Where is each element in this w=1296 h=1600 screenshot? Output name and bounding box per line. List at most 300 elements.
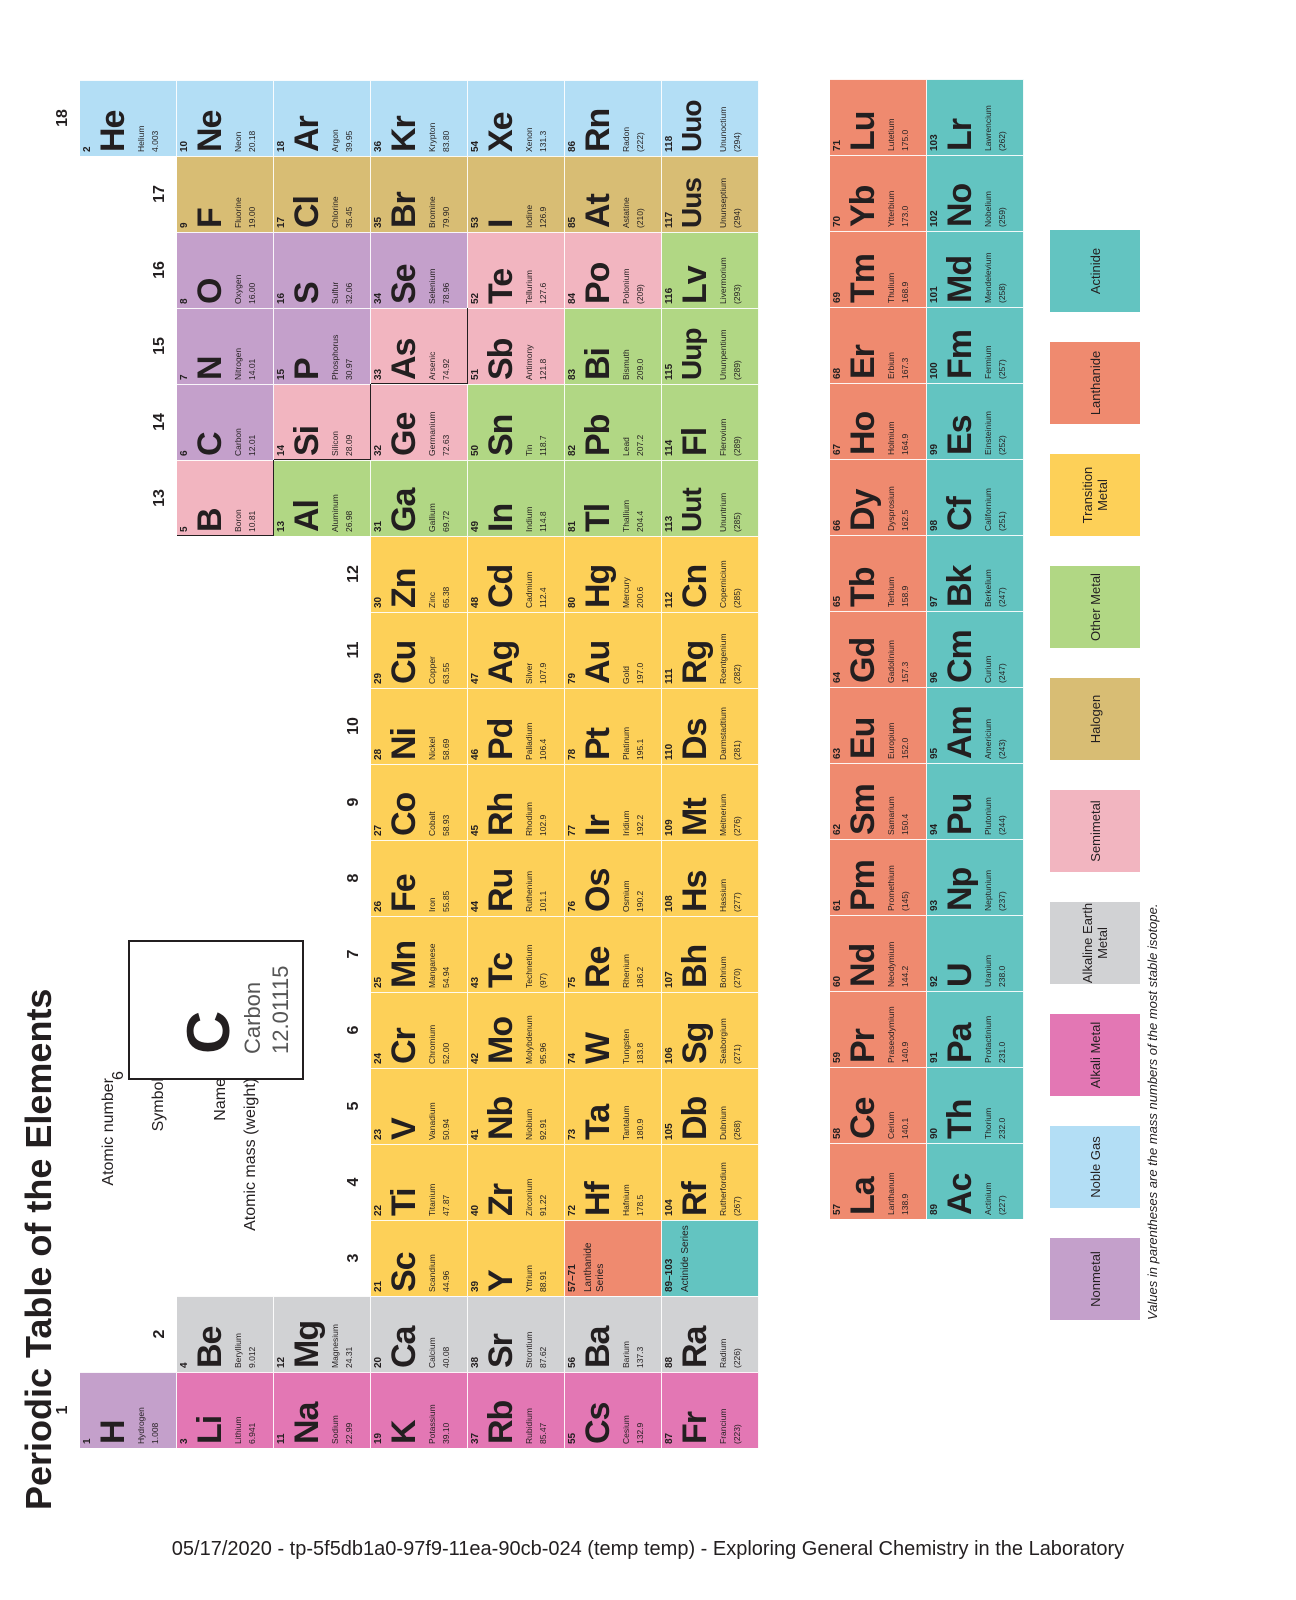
atomic-number: 41 — [470, 1128, 481, 1140]
metal-nonmetal-border — [177, 460, 274, 536]
element-cell-np[interactable] — [927, 839, 1024, 915]
element-name: Mercury — [621, 577, 631, 608]
element-cell-er[interactable] — [830, 307, 927, 383]
element-cell-md[interactable] — [927, 231, 1024, 307]
atomic-number: 8 — [179, 298, 190, 304]
atomic-mass: (226) — [732, 1348, 742, 1368]
atomic-number: 3 — [179, 1438, 190, 1444]
element-name: Beryllium — [233, 1333, 243, 1368]
element-cell-al[interactable] — [274, 460, 371, 536]
element-cell-li[interactable] — [177, 1372, 274, 1448]
atomic-mass: (285) — [732, 512, 742, 532]
element-cell-zn[interactable] — [371, 536, 468, 612]
element-symbol: Dy — [844, 489, 882, 531]
element-symbol: Cr — [385, 1028, 423, 1064]
atomic-mass: 87.62 — [538, 1346, 548, 1368]
element-cell-pr[interactable] — [830, 991, 927, 1067]
atomic-mass: 231.0 — [997, 1041, 1007, 1063]
atomic-mass: 91.22 — [538, 1194, 548, 1216]
element-cell-uuo[interactable] — [662, 80, 759, 156]
element-cell-be[interactable] — [177, 1296, 274, 1372]
atomic-number: 24 — [373, 1052, 384, 1064]
element-cell-n[interactable] — [177, 308, 274, 384]
element-cell-y[interactable] — [468, 1220, 565, 1296]
element-cell-yb[interactable] — [830, 155, 927, 231]
element-cell-db[interactable] — [662, 1068, 759, 1144]
element-symbol: Er — [844, 345, 882, 379]
element-symbol: K — [385, 1420, 423, 1444]
element-name: Gold — [621, 666, 631, 684]
element-name: Lithium — [233, 1416, 243, 1444]
element-cell-sg[interactable] — [662, 992, 759, 1068]
atomic-number: 68 — [832, 367, 843, 379]
legend-noble — [1050, 1126, 1140, 1208]
atomic-number: 102 — [929, 210, 940, 227]
atomic-mass: 1.008 — [150, 1422, 160, 1444]
element-symbol: Re — [579, 946, 617, 988]
element-cell-rb[interactable] — [468, 1372, 565, 1448]
element-cell-bi[interactable] — [565, 308, 662, 384]
element-name: Arsenic — [427, 351, 437, 380]
element-name: Protactinium — [983, 1015, 993, 1063]
element-cell-no[interactable] — [927, 155, 1024, 231]
element-symbol: Mt — [676, 798, 714, 836]
key-label-symbol: Symbol — [150, 1078, 167, 1132]
atomic-mass: 150.4 — [900, 813, 910, 835]
element-cell-v[interactable] — [371, 1068, 468, 1144]
element-symbol: Ar — [288, 116, 326, 152]
element-cell-h[interactable] — [80, 1372, 177, 1448]
element-cell-lr[interactable] — [927, 79, 1024, 155]
element-cell-po[interactable] — [565, 232, 662, 308]
element-name: Neodymium — [886, 941, 896, 987]
element-cell-tl[interactable] — [565, 460, 662, 536]
element-name: Promethium — [886, 865, 896, 911]
element-symbol: P — [288, 358, 326, 380]
group-number: 18 — [54, 109, 71, 127]
atomic-mass: 92.91 — [538, 1118, 548, 1140]
atomic-mass: (223) — [732, 1424, 742, 1444]
atomic-mass: 6.941 — [247, 1422, 257, 1444]
group-number: 9 — [345, 797, 362, 807]
element-cell-in[interactable] — [468, 460, 565, 536]
atomic-mass: (227) — [997, 1195, 1007, 1215]
element-cell-se[interactable] — [371, 232, 468, 308]
element-symbol: Pm — [844, 860, 882, 911]
element-cell-pm[interactable] — [830, 839, 927, 915]
atomic-number: 28 — [373, 748, 384, 760]
atomic-mass: 58.69 — [441, 738, 451, 760]
atomic-number: 113 — [664, 515, 675, 532]
atomic-mass: 186.2 — [635, 966, 645, 988]
element-cell-c[interactable] — [177, 384, 274, 460]
atomic-mass: 175.0 — [900, 129, 910, 151]
element-cell-cm[interactable] — [927, 611, 1024, 687]
atomic-mass: 106.4 — [538, 738, 548, 760]
element-name: Seaborgium — [718, 1018, 728, 1064]
element-name: Uranium — [983, 954, 993, 987]
atomic-number: 54 — [470, 140, 481, 152]
element-cell-ta[interactable] — [565, 1068, 662, 1144]
element-symbol: Np — [941, 867, 979, 911]
element-cell-sc[interactable] — [371, 1220, 468, 1296]
atomic-number: 22 — [373, 1204, 384, 1216]
element-name: Palladium — [524, 722, 534, 760]
element-name: Silicon — [330, 430, 340, 456]
atomic-number: 53 — [470, 216, 481, 228]
element-name: Thulium — [886, 272, 896, 303]
element-name: Ununtrium — [718, 492, 728, 532]
element-cell-at[interactable] — [565, 156, 662, 232]
atomic-mass: (210) — [635, 208, 645, 228]
element-cell-cs[interactable] — [565, 1372, 662, 1448]
atomic-mass: 39.95 — [344, 130, 354, 152]
element-cell-i[interactable] — [468, 156, 565, 232]
key-symbol-value: C — [175, 1010, 242, 1054]
atomic-number: 95 — [929, 747, 940, 759]
element-name: Tungsten — [621, 1028, 631, 1064]
element-symbol: B — [191, 508, 229, 532]
element-symbol: Ra — [676, 1326, 714, 1368]
element-name: Chlorine — [330, 196, 340, 228]
atomic-mass: 238.0 — [997, 965, 1007, 987]
element-name: Bromine — [427, 196, 437, 228]
element-cell-he[interactable] — [80, 80, 177, 156]
series-cell[interactable] — [565, 1220, 662, 1296]
atomic-number: 100 — [929, 362, 940, 379]
element-symbol: Fl — [676, 427, 714, 456]
atomic-number: 16 — [276, 292, 287, 304]
atomic-mass: 24.31 — [344, 1346, 354, 1368]
element-symbol: Si — [288, 425, 326, 456]
element-cell-fr[interactable] — [662, 1372, 759, 1448]
element-name: Californium — [983, 488, 993, 531]
element-cell-na[interactable] — [274, 1372, 371, 1448]
atomic-mass: 63.55 — [441, 662, 451, 684]
element-cell-cn[interactable] — [662, 536, 759, 612]
element-cell-mt[interactable] — [662, 764, 759, 840]
atomic-number: 110 — [664, 743, 675, 760]
atomic-number: 61 — [832, 899, 843, 911]
group-number: 17 — [151, 185, 168, 203]
atomic-mass: (289) — [732, 360, 742, 380]
element-cell-cf[interactable] — [927, 459, 1024, 535]
element-cell-cd[interactable] — [468, 536, 565, 612]
element-cell-ni[interactable] — [371, 688, 468, 764]
element-cell-la[interactable] — [830, 1143, 927, 1219]
atomic-number: 25 — [373, 976, 384, 988]
atomic-number: 42 — [470, 1052, 481, 1064]
atomic-mass: 4.003 — [150, 130, 160, 152]
atomic-number: 97 — [929, 595, 940, 607]
element-cell-mo[interactable] — [468, 992, 565, 1068]
atomic-mass: (97) — [538, 972, 548, 988]
element-cell-os[interactable] — [565, 840, 662, 916]
element-name: Yttrium — [524, 1265, 534, 1292]
element-cell-gd[interactable] — [830, 611, 927, 687]
element-cell-ti[interactable] — [371, 1144, 468, 1220]
element-name: Gallium — [427, 503, 437, 532]
key-name-value: Carbon — [240, 981, 265, 1054]
element-name: Ununpentium — [718, 329, 728, 380]
element-name: Ruthenium — [524, 870, 534, 912]
element-symbol: No — [941, 183, 979, 227]
element-cell-ba[interactable] — [565, 1296, 662, 1372]
atomic-number: 2 — [82, 146, 93, 152]
element-cell-co[interactable] — [371, 764, 468, 840]
element-cell-s[interactable] — [274, 232, 371, 308]
atomic-mass: 54.94 — [441, 966, 451, 988]
atomic-number: 35 — [373, 216, 384, 228]
element-symbol: Uuo — [676, 100, 707, 152]
atomic-number: 106 — [664, 1047, 675, 1064]
atomic-number: 27 — [373, 824, 384, 836]
atomic-mass: 152.0 — [900, 737, 910, 759]
atomic-mass: (262) — [997, 131, 1007, 151]
atomic-number: 98 — [929, 519, 940, 531]
atomic-mass: 9.012 — [247, 1346, 257, 1368]
element-cell-u[interactable] — [927, 915, 1024, 991]
atomic-number: 43 — [470, 976, 481, 988]
element-cell-ne[interactable] — [177, 80, 274, 156]
element-name: Barium — [621, 1341, 631, 1368]
element-cell-tc[interactable] — [468, 916, 565, 992]
element-symbol: Ir — [579, 815, 617, 836]
element-cell-tb[interactable] — [830, 535, 927, 611]
element-name: Neon — [233, 131, 243, 152]
metal-nonmetal-border — [371, 308, 468, 384]
element-cell-ru[interactable] — [468, 840, 565, 916]
element-cell-re[interactable] — [565, 916, 662, 992]
element-name: Magnesium — [330, 1324, 340, 1368]
element-name: Polonium — [621, 268, 631, 304]
element-symbol: Rn — [579, 108, 617, 152]
group-number: 13 — [151, 489, 168, 507]
element-name: Fluorine — [233, 197, 243, 228]
element-cell-tm[interactable] — [830, 231, 927, 307]
element-cell-nb[interactable] — [468, 1068, 565, 1144]
element-cell-ds[interactable] — [662, 688, 759, 764]
element-name: Neptunium — [983, 869, 993, 911]
element-cell-uus[interactable] — [662, 156, 759, 232]
element-name: Chromium — [427, 1024, 437, 1064]
element-symbol: Br — [385, 192, 423, 228]
element-symbol: S — [288, 282, 326, 304]
element-cell-f[interactable] — [177, 156, 274, 232]
element-cell-fl[interactable] — [662, 384, 759, 460]
element-cell-au[interactable] — [565, 612, 662, 688]
atomic-number: 44 — [470, 900, 481, 912]
element-symbol: Sc — [385, 1252, 423, 1292]
atomic-mass: 58.93 — [441, 814, 451, 836]
element-name: Samarium — [886, 796, 896, 835]
atomic-mass: 140.9 — [900, 1041, 910, 1063]
element-cell-sr[interactable] — [468, 1296, 565, 1372]
atomic-number: 38 — [470, 1356, 481, 1368]
element-name: Rubidium — [524, 1408, 534, 1444]
element-symbol: At — [579, 194, 617, 228]
element-cell-ga[interactable] — [371, 460, 468, 536]
element-cell-cl[interactable] — [274, 156, 371, 232]
element-cell-ca[interactable] — [371, 1296, 468, 1372]
element-symbol: F — [191, 208, 229, 228]
atomic-mass: 65.38 — [441, 586, 451, 608]
element-cell-pt[interactable] — [565, 688, 662, 764]
atomic-number: 94 — [929, 823, 940, 835]
atomic-mass: 16.00 — [247, 282, 257, 304]
element-symbol: Po — [579, 262, 617, 304]
element-cell-mg[interactable] — [274, 1296, 371, 1372]
element-cell-rg[interactable] — [662, 612, 759, 688]
element-cell-hg[interactable] — [565, 536, 662, 612]
element-symbol: Cu — [385, 640, 423, 684]
element-cell-es[interactable] — [927, 383, 1024, 459]
atomic-mass: 72.63 — [441, 434, 451, 456]
element-cell-pu[interactable] — [927, 763, 1024, 839]
element-cell-pb[interactable] — [565, 384, 662, 460]
atomic-number: 75 — [567, 976, 578, 988]
legend-halogen — [1050, 678, 1140, 760]
key-box — [128, 940, 304, 1080]
element-symbol: Tb — [844, 567, 882, 607]
element-cell-w[interactable] — [565, 992, 662, 1068]
atomic-mass: 52.00 — [441, 1042, 451, 1064]
atomic-mass: 28.09 — [344, 434, 354, 456]
group-number: 10 — [345, 717, 362, 735]
element-cell-ir[interactable] — [565, 764, 662, 840]
atomic-number: 112 — [664, 591, 675, 608]
element-name: Ununseptium — [718, 177, 728, 228]
element-name: Platinum — [621, 726, 631, 760]
legend-label: Nonmetal — [1087, 1251, 1103, 1307]
element-cell-rn[interactable] — [565, 80, 662, 156]
element-cell-ac[interactable] — [927, 1143, 1024, 1219]
element-cell-bh[interactable] — [662, 916, 759, 992]
element-cell-ar[interactable] — [274, 80, 371, 156]
element-symbol: Y — [482, 1270, 520, 1292]
atomic-mass: 20.18 — [247, 130, 257, 152]
atomic-number: 116 — [664, 287, 675, 304]
atomic-number: 37 — [470, 1432, 481, 1444]
element-symbol: C — [191, 432, 229, 456]
element-cell-sm[interactable] — [830, 763, 927, 839]
element-name: Molybdenum — [524, 1015, 534, 1064]
element-cell-th[interactable] — [927, 1067, 1024, 1143]
atomic-mass: (258) — [997, 283, 1007, 303]
element-cell-rf[interactable] — [662, 1144, 759, 1220]
atomic-number: 70 — [832, 215, 843, 227]
legend-label: Actinide — [1087, 247, 1103, 295]
element-name: Terbium — [886, 576, 896, 607]
atomic-mass: 22.99 — [344, 1422, 354, 1444]
element-cell-lu[interactable] — [830, 79, 927, 155]
element-cell-am[interactable] — [927, 687, 1024, 763]
group-number: 4 — [345, 1177, 362, 1187]
element-cell-xe[interactable] — [468, 80, 565, 156]
atomic-mass: 204.4 — [635, 510, 645, 532]
element-cell-ho[interactable] — [830, 383, 927, 459]
element-cell-pa[interactable] — [927, 991, 1024, 1067]
element-name: Ytterbium — [886, 190, 896, 227]
element-cell-dy[interactable] — [830, 459, 927, 535]
element-cell-lv[interactable] — [662, 232, 759, 308]
element-cell-pd[interactable] — [468, 688, 565, 764]
atomic-number: 20 — [373, 1356, 384, 1368]
element-cell-bk[interactable] — [927, 535, 1024, 611]
legend-alkaline — [1050, 902, 1140, 984]
element-symbol: Pt — [579, 728, 617, 760]
element-cell-hs[interactable] — [662, 840, 759, 916]
element-cell-ce[interactable] — [830, 1067, 927, 1143]
element-cell-te[interactable] — [468, 232, 565, 308]
element-cell-mn[interactable] — [371, 916, 468, 992]
element-cell-o[interactable] — [177, 232, 274, 308]
element-name: Vanadium — [427, 1102, 437, 1140]
atomic-number: 76 — [567, 900, 578, 912]
element-cell-fm[interactable] — [927, 307, 1024, 383]
element-symbol: Cn — [676, 564, 714, 608]
element-symbol: Mg — [288, 1320, 326, 1368]
element-cell-sn[interactable] — [468, 384, 565, 460]
element-name: Hafnium — [621, 1184, 631, 1216]
atomic-mass: (145) — [900, 891, 910, 911]
legend-label: Alkaline Earth Metal — [1080, 902, 1110, 984]
element-cell-ra[interactable] — [662, 1296, 759, 1372]
element-cell-sb[interactable] — [468, 308, 565, 384]
element-cell-nd[interactable] — [830, 915, 927, 991]
atomic-number: 67 — [832, 443, 843, 455]
element-symbol: Rf — [676, 1182, 714, 1216]
atomic-number: 46 — [470, 748, 481, 760]
atomic-number: 80 — [567, 596, 578, 608]
element-cell-rh[interactable] — [468, 764, 565, 840]
element-name: Lutetium — [886, 118, 896, 151]
element-name: Argon — [330, 129, 340, 152]
element-cell-k[interactable] — [371, 1372, 468, 1448]
element-cell-cu[interactable] — [371, 612, 468, 688]
element-symbol: Db — [676, 1096, 714, 1140]
element-symbol: N — [191, 356, 229, 380]
element-symbol: Uup — [676, 328, 707, 380]
element-cell-hf[interactable] — [565, 1144, 662, 1220]
element-cell-zr[interactable] — [468, 1144, 565, 1220]
element-cell-ag[interactable] — [468, 612, 565, 688]
atomic-number: 115 — [664, 363, 675, 380]
element-cell-uup[interactable] — [662, 308, 759, 384]
element-cell-p[interactable] — [274, 308, 371, 384]
element-cell-eu[interactable] — [830, 687, 927, 763]
element-cell-ge[interactable] — [371, 384, 468, 460]
atomic-number: 107 — [664, 971, 675, 988]
element-cell-fe[interactable] — [371, 840, 468, 916]
group-number: 11 — [345, 641, 362, 659]
element-symbol: Th — [941, 1099, 979, 1139]
element-symbol: Au — [579, 640, 617, 684]
atomic-mass: 118.7 — [538, 435, 548, 456]
element-name: Tin — [524, 444, 534, 456]
element-cell-br[interactable] — [371, 156, 468, 232]
atomic-mass: 167.3 — [900, 357, 910, 379]
element-name: Bohrium — [718, 956, 728, 988]
series-cell[interactable] — [662, 1220, 759, 1296]
element-cell-cr[interactable] — [371, 992, 468, 1068]
element-name: Lead — [621, 437, 631, 456]
element-cell-uut[interactable] — [662, 460, 759, 536]
element-name: Praseodymium — [886, 1006, 896, 1063]
atomic-number: 33 — [373, 368, 384, 380]
atomic-mass: (267) — [732, 1196, 742, 1216]
element-cell-kr[interactable] — [371, 80, 468, 156]
